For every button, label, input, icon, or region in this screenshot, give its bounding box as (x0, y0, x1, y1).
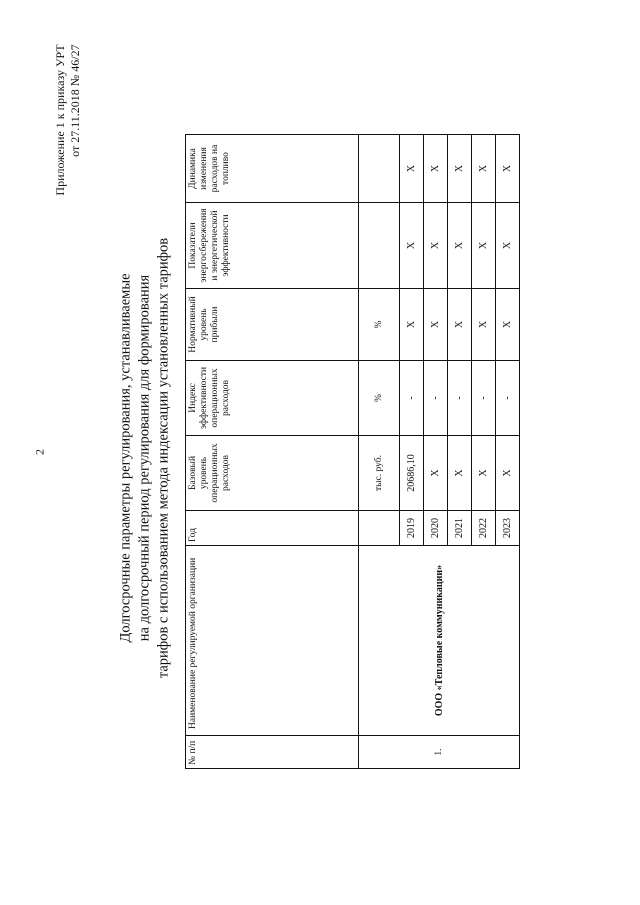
cell-fuel-dynamics: Х (448, 135, 472, 203)
header-row (186, 135, 359, 769)
cell-energy-saving: Х (424, 203, 448, 289)
cell-efficiency-index: - (448, 361, 472, 436)
cell-efficiency-index: - (496, 361, 520, 436)
title-line-3: тарифов с использованием метода индексации установленных тарифов (155, 237, 172, 679)
cell-base-opex: Х (424, 436, 448, 511)
unit-profit-level: % (359, 289, 400, 361)
unit-base-opex: тыс. руб. (359, 436, 400, 511)
cell-efficiency-index: - (472, 361, 496, 436)
appendix-note (53, 44, 83, 195)
organization-name: ООО «Тепловые коммуникации» (359, 546, 520, 736)
cell-profit-level: Х (424, 289, 448, 361)
cell-year: 2022 (472, 511, 496, 546)
cell-profit-level: Х (496, 289, 520, 361)
unit-efficiency-index: % (359, 361, 400, 436)
unit-year (359, 511, 400, 546)
cell-profit-level: Х (472, 289, 496, 361)
header-energy-saving: Показатели энергосбережения и энергетической эффективности (186, 203, 359, 289)
unit-energy-saving (359, 203, 400, 289)
parameters-table-container (185, 135, 513, 769)
cell-year: 2021 (448, 511, 472, 546)
header-fuel-dynamics: Динамика изменения расходов на топливо (186, 135, 359, 203)
header-profit-level: Нормативный уровень прибыли (186, 289, 359, 361)
cell-efficiency-index: - (400, 361, 424, 436)
document-title (117, 238, 174, 678)
cell-year: 2020 (424, 511, 448, 546)
parameters-table (185, 134, 520, 769)
unit-fuel-dynamics (359, 135, 400, 203)
cell-energy-saving: Х (496, 203, 520, 289)
appendix-line-2: от 27.11.2018 № 46/27 (68, 44, 82, 157)
appendix-line-1: Приложение 1 к приказу УРТ (53, 44, 67, 196)
cell-year: 2023 (496, 511, 520, 546)
cell-base-opex: 20686,10 (400, 436, 424, 511)
cell-energy-saving: Х (448, 203, 472, 289)
row-number: 1. (359, 736, 520, 769)
header-year: Год (186, 511, 359, 546)
header-base-opex: Базовый уровень операционных расходов (186, 436, 359, 511)
cell-base-opex: Х (472, 436, 496, 511)
cell-efficiency-index: - (424, 361, 448, 436)
units-row (359, 135, 400, 769)
cell-fuel-dynamics: Х (472, 135, 496, 203)
header-efficiency-index: Индекс эффективности операционных расходов (186, 361, 359, 436)
header-num: № п/п (186, 736, 359, 769)
cell-energy-saving: Х (472, 203, 496, 289)
cell-fuel-dynamics: Х (400, 135, 424, 203)
cell-profit-level: Х (448, 289, 472, 361)
cell-profit-level: Х (400, 289, 424, 361)
cell-fuel-dynamics: Х (496, 135, 520, 203)
cell-fuel-dynamics: Х (424, 135, 448, 203)
title-line-2: на долгосрочный период регулирования для формирования (136, 274, 153, 642)
title-line-1: Долгосрочные параметры регулирования, устанавливаемые (117, 273, 134, 643)
cell-year: 2019 (400, 511, 424, 546)
page-number: 2 (32, 449, 47, 455)
cell-energy-saving: Х (400, 203, 424, 289)
cell-base-opex: Х (448, 436, 472, 511)
cell-base-opex: Х (496, 436, 520, 511)
header-organization: Наименование регулируемой организации (186, 546, 359, 736)
